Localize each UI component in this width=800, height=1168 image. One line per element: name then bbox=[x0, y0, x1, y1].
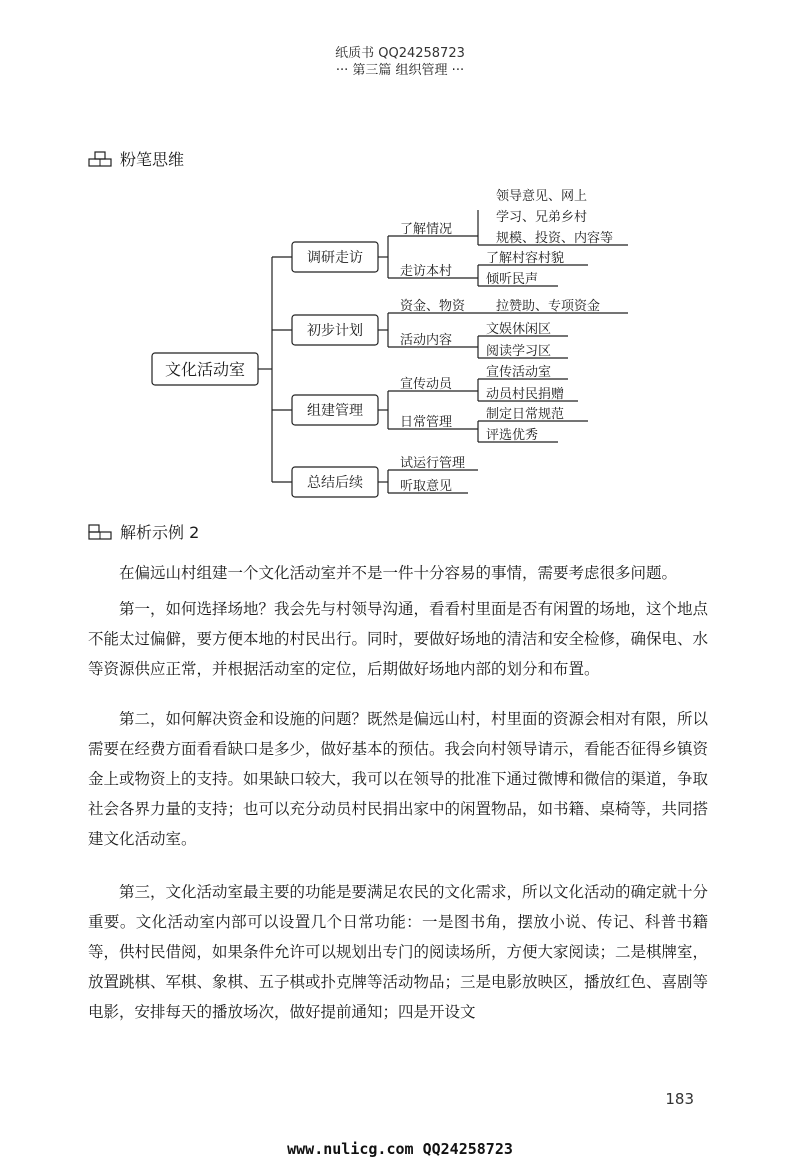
mindmap-leaf: 阅读学习区 bbox=[486, 344, 552, 359]
mindmap-branch: 初步计划 bbox=[307, 323, 363, 339]
mindmap-sub: 走访本村 bbox=[400, 264, 453, 279]
mindmap-leaf: 文娱休闲区 bbox=[486, 322, 552, 337]
book-icon bbox=[88, 524, 112, 540]
mindmap-sub: 资金、物资 bbox=[400, 299, 466, 314]
body-paragraph: 第二，如何解决资金和设施的问题？既然是偏远山村，村里面的资源会相对有限，所以需要在经费方面看看缺口是多少，做好基本的预估。我会向村领导请示，看能否征得乡镇资金上或物资上的支持。如果缺口较大，我可以在领导的批准下通过微博和微信的渠道，争取社会各界力量的支持；也可以充分动员村民捐出家中的闲置物品，如书籍、桌椅等，共同搭建文化活动室。 bbox=[88, 710, 709, 848]
mindmap-sub: 听取意见 bbox=[400, 479, 453, 494]
mindmap-branch: 总结后续 bbox=[307, 475, 363, 491]
mindmap-leaf: 了解村容村貌 bbox=[486, 251, 565, 266]
book-icon bbox=[88, 151, 112, 167]
mindmap-leaf: 领导意见、网上 bbox=[496, 189, 588, 204]
mindmap-leaf: 拉赞助、专项资金 bbox=[496, 299, 601, 314]
body-paragraph: 第一，如何选择场地？我会先与村领导沟通，看看村里面是否有闲置的场地，这个地点不能太过偏僻，要方便本地的村民出行。同时，要做好场地的清洁和安全检修，确保电、水等资源供应正常，并根据活动室的定位，后期做好场地内部的划分和布置。 bbox=[88, 600, 709, 678]
mind-map bbox=[0, 180, 800, 505]
mindmap-leaf: 学习、兄弟乡村 bbox=[496, 210, 588, 225]
section-heading-example bbox=[88, 520, 199, 543]
running-header-chapter: ··· 第三篇 组织管理 ··· bbox=[335, 63, 465, 78]
mindmap-sub: 宣传动员 bbox=[400, 377, 453, 392]
running-header-source: 纸质书 QQ24258723 bbox=[335, 46, 465, 61]
mindmap-branch: 组建管理 bbox=[307, 403, 363, 419]
mindmap-sub: 活动内容 bbox=[400, 333, 453, 348]
mindmap-leaf: 制定日常规范 bbox=[486, 407, 565, 422]
mindmap-sub: 了解情况 bbox=[400, 222, 453, 237]
mindmap-leaf: 规模、投资、内容等 bbox=[496, 231, 614, 246]
page-number: 183 bbox=[665, 1090, 694, 1108]
body-paragraph: 第三，文化活动室最主要的功能是要满足农民的文化需求，所以文化活动的确定就十分重要。文化活动室内部可以设置几个日常功能：一是图书角，摆放小说、传记、科普书籍等，供村民借阅，如果条件允许可以规划出专门的阅读场所，方便大家阅读；二是棋牌室，放置跳棋、军棋、象棋、五子棋或扑克牌等活动物品；三是电影放映区，播放红色、喜剧等电影，安排每天的播放场次，做好提前通知；四是开设文 bbox=[88, 883, 709, 1021]
body-paragraph: 在偏远山村组建一个文化活动室并不是一件十分容易的事情，需要考虑很多问题。 bbox=[119, 564, 678, 582]
footer-watermark: www.nulicg.com QQ24258723 bbox=[287, 1140, 513, 1158]
section-title: 粉笔思维 bbox=[120, 150, 185, 169]
mindmap-leaf: 评选优秀 bbox=[486, 428, 539, 443]
mindmap-leaf: 倾听民声 bbox=[486, 272, 539, 287]
section-title: 解析示例 2 bbox=[120, 523, 200, 542]
mindmap-leaf: 宣传活动室 bbox=[486, 365, 552, 380]
mindmap-sub: 日常管理 bbox=[400, 415, 453, 430]
mindmap-sub: 试运行管理 bbox=[400, 456, 466, 471]
mindmap-branch: 调研走访 bbox=[307, 250, 363, 266]
section-heading-thinking bbox=[88, 147, 184, 170]
mindmap-root: 文化活动室 bbox=[164, 360, 246, 379]
mindmap-leaf: 动员村民捐赠 bbox=[486, 387, 565, 402]
